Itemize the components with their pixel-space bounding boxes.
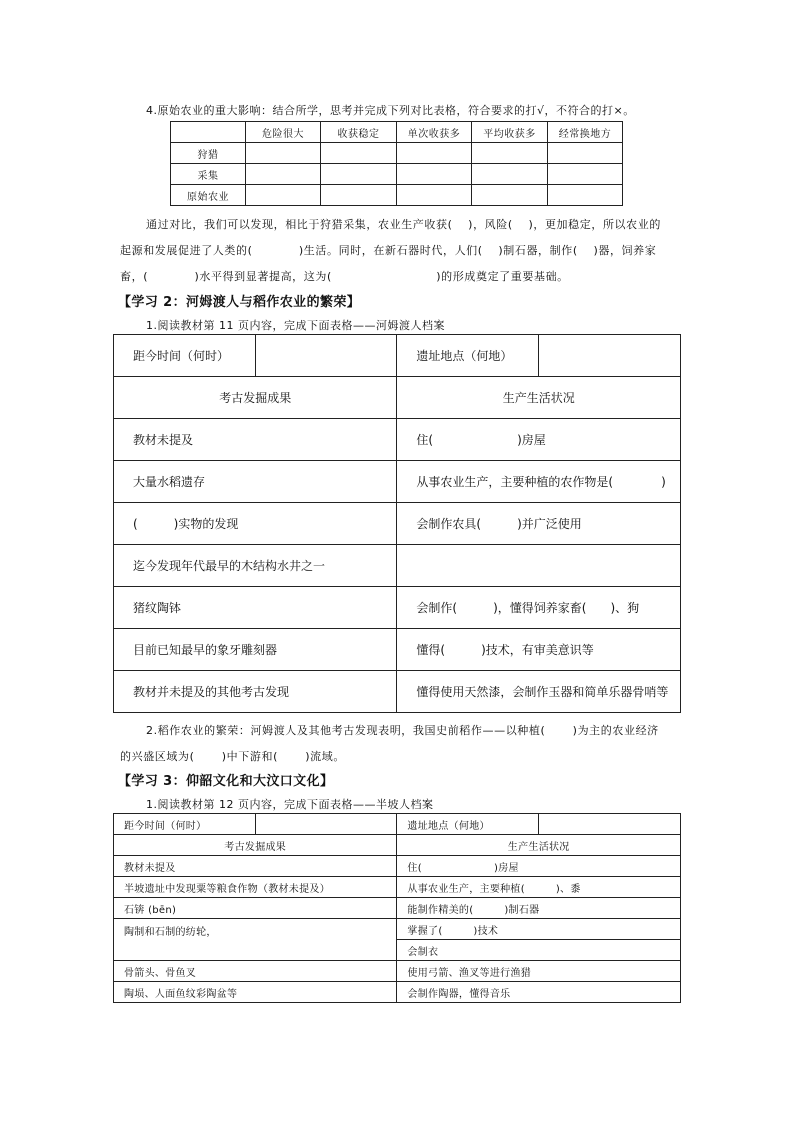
column-header: 生产生活状况 [397,835,681,856]
column-header: 单次收获多 [397,122,472,143]
time-answer-cell[interactable] [255,814,397,835]
site-answer-cell[interactable] [539,335,681,377]
answer-cell[interactable] [321,143,397,164]
answer-cell[interactable] [472,185,548,206]
row-header: 采集 [171,164,246,185]
table-row [114,982,681,1003]
table-row [114,587,681,629]
column-header: 平均收获多 [472,122,548,143]
status-cell: 住( )房屋 [397,856,681,877]
finding-cell: 目前已知最早的象牙雕刻器 [114,629,397,671]
banpo-table [113,813,681,1003]
finding-cell: 教材未提及 [114,856,397,877]
site-label: 遗址地点（何地） [397,335,539,377]
column-header: 经常换地方 [548,122,623,143]
answer-cell[interactable] [397,185,472,206]
status-cell: 会制衣 [397,940,681,961]
answer-cell[interactable] [397,143,472,164]
finding-cell: 猪纹陶钵 [114,587,397,629]
answer-cell[interactable] [246,185,321,206]
status-cell: 懂得使用天然漆，会制作玉器和简单乐器骨哨等 [397,671,681,713]
table-row [114,419,681,461]
finding-cell: 陶埙、人面鱼纹彩陶盆等 [114,982,397,1003]
table-row [171,185,623,206]
study2-paragraph-line: 2.稻作农业的繁荣：河姆渡人及其他考古发现表明，我国史前稻作——以种植( )为主的农业经济 [146,724,659,737]
status-cell: 会制作( )，懂得饲养家畜( )、狗 [397,587,681,629]
status-cell: 从事农业生产，主要种植( )、黍 [397,877,681,898]
status-cell: 懂得( )技术，有审美意识等 [397,629,681,671]
answer-cell[interactable] [246,143,321,164]
column-header: 收获稳定 [321,122,397,143]
finding-cell: 陶制和石制的纺轮， [114,919,397,961]
finding-cell: 教材未提及 [114,419,397,461]
status-cell: 掌握了( )技术 [397,919,681,940]
status-cell: 住( )房屋 [397,419,681,461]
table-row [114,961,681,982]
status-cell: 会制作农具( )并广泛使用 [397,503,681,545]
section-heading: 【学习 3：仰韶文化和大汶口文化】 [118,774,334,789]
comparison-table [170,121,623,206]
status-cell: 会制作陶器，懂得音乐 [397,982,681,1003]
column-header: 考古发掘成果 [114,835,397,856]
table-header-row [171,122,623,143]
q4-paragraph-line: 通过对比，我们可以发现，相比于狩猎采集，农业生产收获( )，风险( )，更加稳定，所以农业的 [146,218,661,231]
finding-cell: ( )实物的发现 [114,503,397,545]
time-label: 距今时间（何时） [114,814,256,835]
table-row [114,877,681,898]
answer-cell[interactable] [321,185,397,206]
table-corner-cell [171,122,246,143]
finding-cell: 教材并未提及的其他考古发现 [114,671,397,713]
table-row [114,503,681,545]
finding-cell: 半坡遗址中发现粟等粮食作物（教材未提及） [114,877,397,898]
table-row [114,856,681,877]
study2-paragraph-line: 的兴盛区域为( )中下游和( )流域。 [120,750,345,763]
finding-cell: 大量水稻遗存 [114,461,397,503]
answer-cell[interactable] [548,185,623,206]
q4-paragraph-line: 起源和发展促进了人类的( )生活。同时，在新石器时代，人们( )制石器，制作( )器，饲养家 [120,244,657,257]
finding-cell: 骨箭头、骨鱼叉 [114,961,397,982]
time-label: 距今时间（何时） [114,335,256,377]
table-row [171,164,623,185]
column-header: 考古发掘成果 [114,377,397,419]
answer-cell[interactable] [472,164,548,185]
table-row [171,143,623,164]
answer-cell[interactable] [321,164,397,185]
finding-cell: 迄今发现年代最早的木结构水井之一 [114,545,397,587]
q4-paragraph-line: 畜，( )水平得到显著提高，这为( )的形成奠定了重要基础。 [120,270,569,283]
time-answer-cell[interactable] [255,335,397,377]
table-header-row [114,377,681,419]
section-instruction: 1.阅读教材第 12 页内容，完成下面表格——半坡人档案 [146,798,434,811]
answer-cell[interactable] [397,164,472,185]
table-row [114,461,681,503]
row-header: 原始农业 [171,185,246,206]
finding-cell: 石锛 (bēn) [114,898,397,919]
status-cell: 使用弓箭、渔叉等进行渔猎 [397,961,681,982]
row-header: 狩猎 [171,143,246,164]
table-header-row [114,835,681,856]
status-cell: 从事农业生产，主要种植的农作物是( ) [397,461,681,503]
section-instruction: 1.阅读教材第 11 页内容，完成下面表格——河姆渡人档案 [146,319,445,332]
answer-cell[interactable] [548,164,623,185]
section-heading: 【学习 2：河姆渡人与稻作农业的繁荣】 [118,295,361,310]
table-row [114,629,681,671]
status-cell: 能制作精美的( )制石器 [397,898,681,919]
table-row [114,335,681,377]
column-header: 危险很大 [246,122,321,143]
hemudu-table [113,334,681,713]
answer-cell[interactable] [472,143,548,164]
table-row [114,919,681,940]
q4-title: 4.原始农业的重大影响：结合所学，思考并完成下列对比表格，符合要求的打√，不符合的打×。 [146,104,635,117]
answer-cell[interactable] [548,143,623,164]
table-row [114,814,681,835]
status-cell[interactable] [397,545,681,587]
site-answer-cell[interactable] [539,814,681,835]
site-label: 遗址地点（何地） [397,814,539,835]
column-header: 生产生活状况 [397,377,681,419]
answer-cell[interactable] [246,164,321,185]
table-row [114,545,681,587]
table-row [114,671,681,713]
table-row [114,898,681,919]
